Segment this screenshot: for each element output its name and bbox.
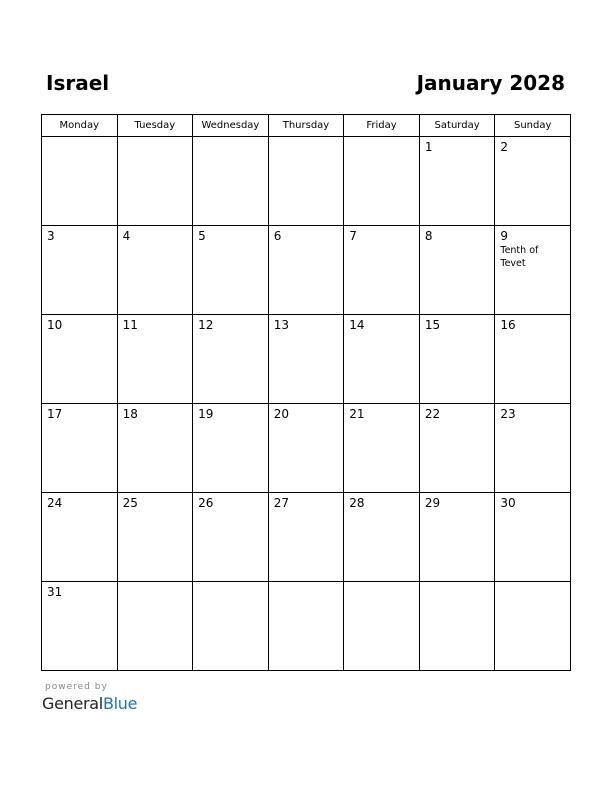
day-cell [419, 493, 495, 582]
week-row [42, 137, 571, 226]
empty-day-cell [193, 582, 269, 671]
day-number: 21 [349, 407, 365, 421]
empty-day-cell [344, 137, 420, 226]
day-cell [117, 315, 193, 404]
weekday-header: Friday [344, 115, 420, 137]
day-cell [344, 226, 420, 315]
day-cell [42, 226, 118, 315]
day-number: 28 [349, 496, 365, 510]
day-number: 14 [349, 318, 365, 332]
empty-day-cell [419, 582, 495, 671]
day-cell [495, 226, 571, 315]
weekday-header-row [42, 115, 571, 137]
empty-day-cell [117, 137, 193, 226]
day-cell [344, 404, 420, 493]
day-cell [419, 226, 495, 315]
day-cell [344, 315, 420, 404]
day-cell [193, 226, 269, 315]
day-cell [495, 137, 571, 226]
day-number: 9 [500, 229, 509, 243]
day-number: 10 [47, 318, 63, 332]
weekday-header: Monday [42, 115, 118, 137]
country-title: Israel [46, 71, 110, 95]
day-number: 24 [47, 496, 63, 510]
month-title: January 2028 [416, 71, 565, 95]
day-number: 7 [349, 229, 357, 243]
brand-logo-part2: Blue [102, 694, 138, 713]
day-number: 1 [424, 140, 433, 154]
day-cell [193, 493, 269, 582]
day-cell [42, 493, 118, 582]
day-cell [268, 226, 344, 315]
holiday-label: Tenth of Tevet [500, 245, 539, 269]
powered-by-label: powered by [45, 682, 108, 692]
day-cell [42, 582, 118, 671]
weekday-header: Saturday [419, 115, 495, 137]
day-cell [117, 404, 193, 493]
day-number: 19 [198, 407, 214, 421]
day-number: 4 [122, 229, 131, 243]
weekday-header: Tuesday [117, 115, 193, 137]
day-cell [117, 226, 193, 315]
day-number: 5 [198, 229, 206, 243]
day-number: 31 [47, 585, 63, 599]
day-cell [42, 404, 118, 493]
week-row [42, 582, 571, 671]
weekday-header: Wednesday [193, 115, 269, 137]
day-cell [42, 315, 118, 404]
week-row [42, 493, 571, 582]
empty-day-cell [344, 582, 420, 671]
day-cell [419, 137, 495, 226]
empty-day-cell [268, 137, 344, 226]
week-row [42, 404, 571, 493]
day-cell [268, 315, 344, 404]
day-number: 3 [47, 229, 55, 243]
day-cell [117, 493, 193, 582]
day-number: 2 [500, 140, 509, 154]
empty-day-cell [117, 582, 193, 671]
day-number: 26 [198, 496, 214, 510]
weekday-header: Sunday [495, 115, 571, 137]
day-number: 6 [273, 229, 282, 243]
day-cell [193, 404, 269, 493]
day-number: 16 [500, 318, 516, 332]
day-cell [268, 493, 344, 582]
day-number: 20 [273, 407, 289, 421]
day-number: 13 [273, 318, 289, 332]
empty-day-cell [42, 137, 118, 226]
day-number: 15 [424, 318, 441, 332]
brand-logo[interactable] [42, 694, 137, 713]
calendar-grid [41, 114, 571, 671]
day-cell [495, 493, 571, 582]
day-cell [419, 404, 495, 493]
day-number: 17 [47, 407, 63, 421]
day-cell [344, 493, 420, 582]
day-cell [419, 315, 495, 404]
day-number: 18 [122, 407, 138, 421]
day-number: 12 [198, 318, 214, 332]
day-cell [495, 404, 571, 493]
day-number: 23 [500, 407, 516, 421]
day-number: 8 [424, 229, 433, 243]
day-cell [193, 315, 269, 404]
empty-day-cell [495, 582, 571, 671]
day-number: 27 [273, 496, 289, 510]
day-number: 25 [122, 496, 138, 510]
brand-logo-part1: General [42, 694, 103, 713]
day-number: 29 [424, 496, 441, 510]
week-row [42, 226, 571, 315]
week-row [42, 315, 571, 404]
day-number: 30 [500, 496, 516, 510]
empty-day-cell [268, 582, 344, 671]
day-cell [268, 404, 344, 493]
day-number: 22 [424, 407, 441, 421]
day-cell [495, 315, 571, 404]
empty-day-cell [193, 137, 269, 226]
weekday-header: Thursday [268, 115, 344, 137]
day-number: 11 [122, 318, 138, 332]
